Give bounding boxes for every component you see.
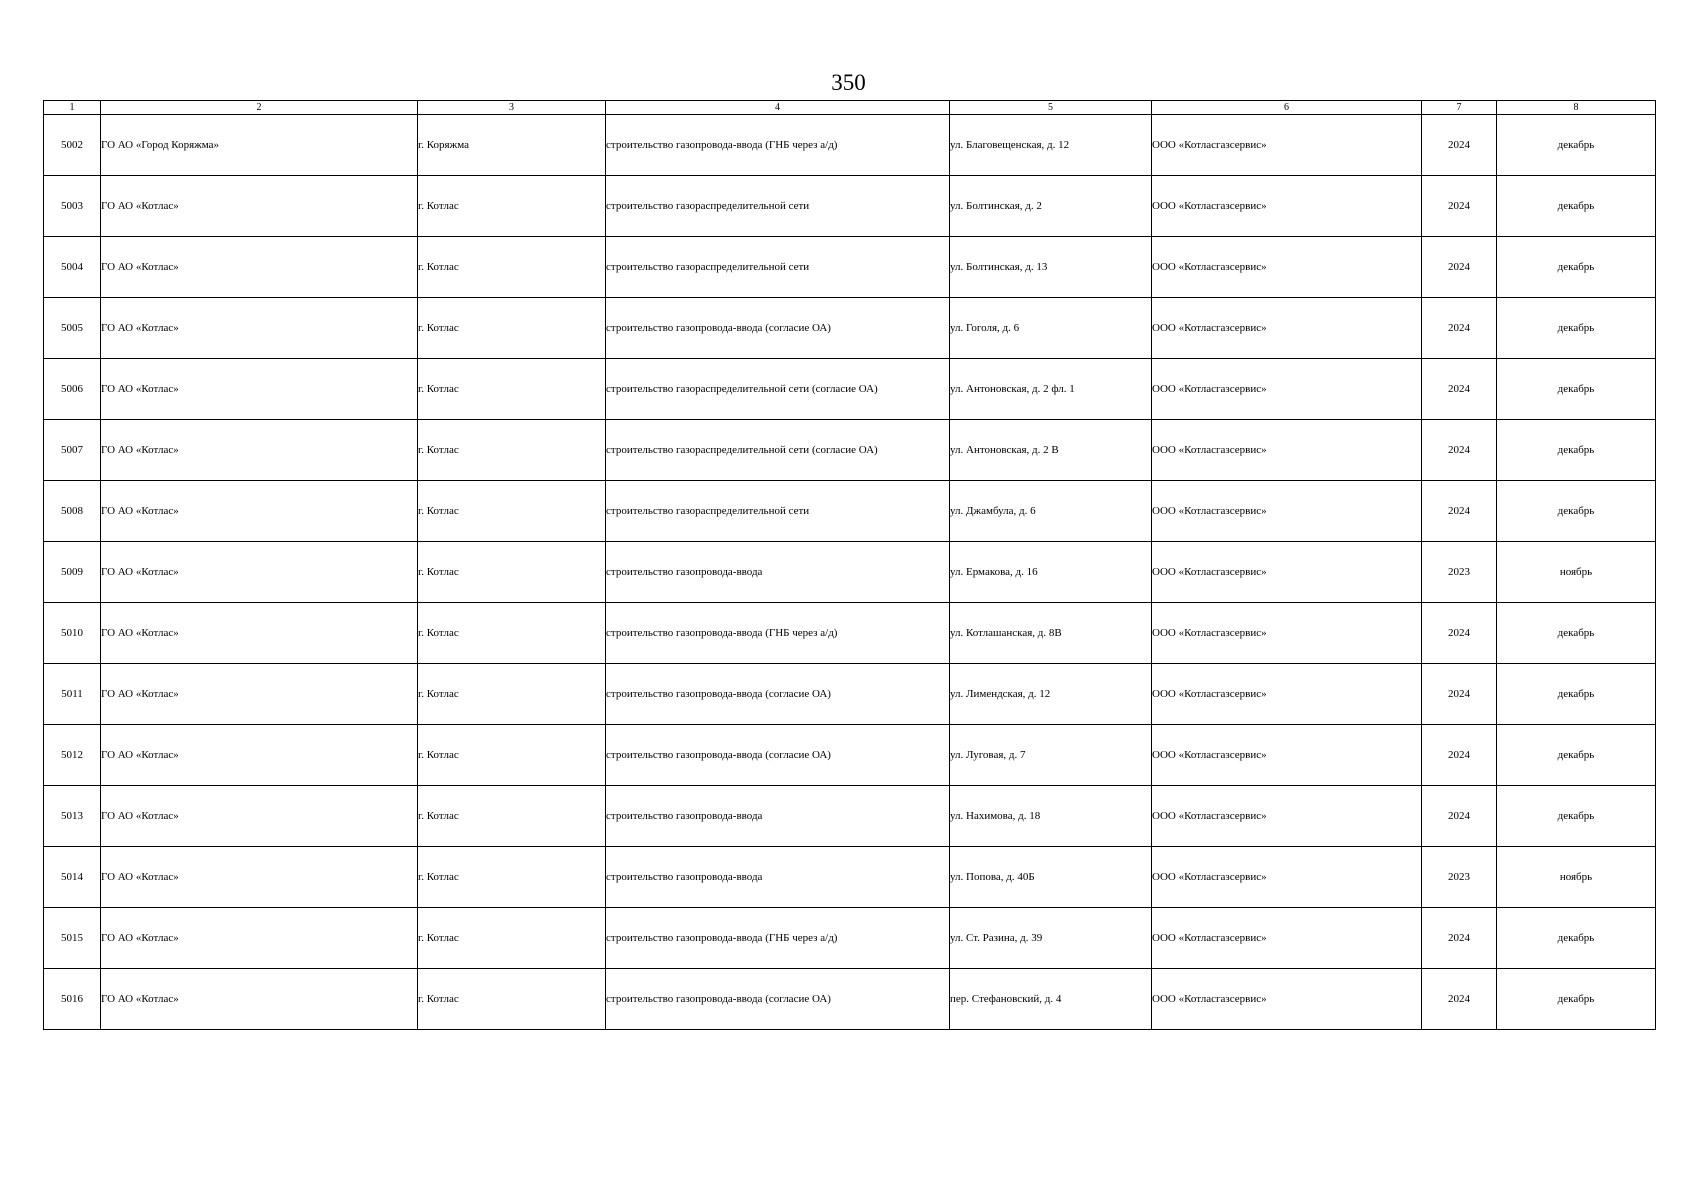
month-cell: декабрь <box>1497 603 1656 664</box>
organization-cell: ООО «Котласгазсервис» <box>1152 603 1422 664</box>
row-number-cell: 5016 <box>44 969 101 1030</box>
address-cell: ул. Джамбула, д. 6 <box>950 481 1152 542</box>
month-cell: декабрь <box>1497 969 1656 1030</box>
table-row <box>44 847 1656 908</box>
work-type-cell: строительство газопровода-ввода (ГНБ через а/д) <box>606 603 950 664</box>
address-cell: ул. Лимендская, д. 12 <box>950 664 1152 725</box>
organization-cell: ООО «Котласгазсервис» <box>1152 664 1422 725</box>
district-cell: ГО АО «Котлас» <box>101 725 418 786</box>
organization-cell: ООО «Котласгазсервис» <box>1152 115 1422 176</box>
row-number-cell: 5008 <box>44 481 101 542</box>
month-cell: декабрь <box>1497 115 1656 176</box>
table-row <box>44 725 1656 786</box>
page-number: 350 <box>831 70 866 95</box>
district-cell: ГО АО «Котлас» <box>101 481 418 542</box>
district-cell: ГО АО «Котлас» <box>101 603 418 664</box>
district-cell: ГО АО «Котлас» <box>101 420 418 481</box>
table-row <box>44 420 1656 481</box>
work-type-cell: строительство газораспределительной сети (согласие ОА) <box>606 420 950 481</box>
address-cell: ул. Антоновская, д. 2 В <box>950 420 1152 481</box>
row-number-cell: 5007 <box>44 420 101 481</box>
locality-cell: г. Котлас <box>418 908 606 969</box>
row-number-cell: 5012 <box>44 725 101 786</box>
month-cell: ноябрь <box>1497 542 1656 603</box>
table-row <box>44 969 1656 1030</box>
locality-cell: г. Котлас <box>418 786 606 847</box>
month-cell: декабрь <box>1497 908 1656 969</box>
registry-table <box>43 100 1656 1030</box>
table-row <box>44 176 1656 237</box>
organization-cell: ООО «Котласгазсервис» <box>1152 176 1422 237</box>
district-cell: ГО АО «Котлас» <box>101 176 418 237</box>
table-row <box>44 481 1656 542</box>
year-cell: 2023 <box>1422 542 1497 603</box>
organization-cell: ООО «Котласгазсервис» <box>1152 725 1422 786</box>
table-row <box>44 908 1656 969</box>
work-type-cell: строительство газопровода-ввода (согласие ОА) <box>606 725 950 786</box>
address-cell: ул. Антоновская, д. 2 фл. 1 <box>950 359 1152 420</box>
locality-cell: г. Котлас <box>418 969 606 1030</box>
row-number-cell: 5006 <box>44 359 101 420</box>
work-type-cell: строительство газопровода-ввода <box>606 542 950 603</box>
month-cell: декабрь <box>1497 725 1656 786</box>
address-cell: ул. Гоголя, д. 6 <box>950 298 1152 359</box>
address-cell: ул. Попова, д. 40Б <box>950 847 1152 908</box>
table-row <box>44 359 1656 420</box>
work-type-cell: строительство газопровода-ввода <box>606 786 950 847</box>
address-cell: ул. Ермакова, д. 16 <box>950 542 1152 603</box>
year-cell: 2024 <box>1422 664 1497 725</box>
year-cell: 2024 <box>1422 115 1497 176</box>
organization-cell: ООО «Котласгазсервис» <box>1152 481 1422 542</box>
address-cell: ул. Болтинская, д. 13 <box>950 237 1152 298</box>
work-type-cell: строительство газораспределительной сети <box>606 481 950 542</box>
row-number-cell: 5014 <box>44 847 101 908</box>
table-row <box>44 786 1656 847</box>
address-cell: ул. Благовещенская, д. 12 <box>950 115 1152 176</box>
month-cell: декабрь <box>1497 481 1656 542</box>
organization-cell: ООО «Котласгазсервис» <box>1152 786 1422 847</box>
work-type-cell: строительство газопровода-ввода (согласие ОА) <box>606 969 950 1030</box>
work-type-cell: строительство газопровода-ввода (согласие ОА) <box>606 298 950 359</box>
row-number-cell: 5013 <box>44 786 101 847</box>
row-number-cell: 5010 <box>44 603 101 664</box>
row-number-cell: 5003 <box>44 176 101 237</box>
organization-cell: ООО «Котласгазсервис» <box>1152 847 1422 908</box>
locality-cell: г. Котлас <box>418 359 606 420</box>
organization-cell: ООО «Котласгазсервис» <box>1152 542 1422 603</box>
address-cell: ул. Нахимова, д. 18 <box>950 786 1152 847</box>
organization-cell: ООО «Котласгазсервис» <box>1152 298 1422 359</box>
year-cell: 2024 <box>1422 237 1497 298</box>
row-number-cell: 5015 <box>44 908 101 969</box>
month-cell: декабрь <box>1497 237 1656 298</box>
table-row <box>44 603 1656 664</box>
row-number-cell: 5002 <box>44 115 101 176</box>
district-cell: ГО АО «Город Коряжма» <box>101 115 418 176</box>
district-cell: ГО АО «Котлас» <box>101 969 418 1030</box>
locality-cell: г. Котлас <box>418 603 606 664</box>
district-cell: ГО АО «Котлас» <box>101 908 418 969</box>
year-cell: 2024 <box>1422 786 1497 847</box>
year-cell: 2024 <box>1422 725 1497 786</box>
district-cell: ГО АО «Котлас» <box>101 847 418 908</box>
month-cell: декабрь <box>1497 298 1656 359</box>
year-cell: 2024 <box>1422 420 1497 481</box>
address-cell: пер. Стефановский, д. 4 <box>950 969 1152 1030</box>
year-cell: 2024 <box>1422 298 1497 359</box>
year-cell: 2024 <box>1422 359 1497 420</box>
column-header: 6 <box>1152 101 1422 115</box>
column-header: 2 <box>101 101 418 115</box>
district-cell: ГО АО «Котлас» <box>101 298 418 359</box>
table-row <box>44 298 1656 359</box>
year-cell: 2024 <box>1422 481 1497 542</box>
district-cell: ГО АО «Котлас» <box>101 664 418 725</box>
year-cell: 2024 <box>1422 176 1497 237</box>
column-header: 3 <box>418 101 606 115</box>
locality-cell: г. Котлас <box>418 847 606 908</box>
organization-cell: ООО «Котласгазсервис» <box>1152 969 1422 1030</box>
month-cell: декабрь <box>1497 786 1656 847</box>
table-row <box>44 664 1656 725</box>
address-cell: ул. Котлашанская, д. 8В <box>950 603 1152 664</box>
table-row <box>44 115 1656 176</box>
locality-cell: г. Котлас <box>418 664 606 725</box>
address-cell: ул. Луговая, д. 7 <box>950 725 1152 786</box>
work-type-cell: строительство газопровода-ввода (ГНБ через а/д) <box>606 115 950 176</box>
district-cell: ГО АО «Котлас» <box>101 786 418 847</box>
work-type-cell: строительство газораспределительной сети (согласие ОА) <box>606 359 950 420</box>
row-number-cell: 5009 <box>44 542 101 603</box>
address-cell: ул. Ст. Разина, д. 39 <box>950 908 1152 969</box>
organization-cell: ООО «Котласгазсервис» <box>1152 359 1422 420</box>
table-row <box>44 237 1656 298</box>
year-cell: 2024 <box>1422 603 1497 664</box>
column-header: 7 <box>1422 101 1497 115</box>
organization-cell: ООО «Котласгазсервис» <box>1152 420 1422 481</box>
work-type-cell: строительство газопровода-ввода <box>606 847 950 908</box>
locality-cell: г. Котлас <box>418 237 606 298</box>
locality-cell: г. Коряжма <box>418 115 606 176</box>
organization-cell: ООО «Котласгазсервис» <box>1152 237 1422 298</box>
address-cell: ул. Болтинская, д. 2 <box>950 176 1152 237</box>
locality-cell: г. Котлас <box>418 542 606 603</box>
work-type-cell: строительство газопровода-ввода (согласие ОА) <box>606 664 950 725</box>
work-type-cell: строительство газораспределительной сети <box>606 237 950 298</box>
month-cell: ноябрь <box>1497 847 1656 908</box>
year-cell: 2023 <box>1422 847 1497 908</box>
column-header: 1 <box>44 101 101 115</box>
column-header: 4 <box>606 101 950 115</box>
year-cell: 2024 <box>1422 969 1497 1030</box>
table-row <box>44 542 1656 603</box>
month-cell: декабрь <box>1497 176 1656 237</box>
year-cell: 2024 <box>1422 908 1497 969</box>
row-number-cell: 5005 <box>44 298 101 359</box>
locality-cell: г. Котлас <box>418 176 606 237</box>
month-cell: декабрь <box>1497 664 1656 725</box>
locality-cell: г. Котлас <box>418 481 606 542</box>
month-cell: декабрь <box>1497 359 1656 420</box>
column-header: 8 <box>1497 101 1656 115</box>
locality-cell: г. Котлас <box>418 725 606 786</box>
column-header: 5 <box>950 101 1152 115</box>
row-number-cell: 5004 <box>44 237 101 298</box>
work-type-cell: строительство газораспределительной сети <box>606 176 950 237</box>
district-cell: ГО АО «Котлас» <box>101 359 418 420</box>
locality-cell: г. Котлас <box>418 298 606 359</box>
organization-cell: ООО «Котласгазсервис» <box>1152 908 1422 969</box>
month-cell: декабрь <box>1497 420 1656 481</box>
district-cell: ГО АО «Котлас» <box>101 542 418 603</box>
work-type-cell: строительство газопровода-ввода (ГНБ через а/д) <box>606 908 950 969</box>
column-number-row <box>44 101 1656 115</box>
district-cell: ГО АО «Котлас» <box>101 237 418 298</box>
row-number-cell: 5011 <box>44 664 101 725</box>
locality-cell: г. Котлас <box>418 420 606 481</box>
